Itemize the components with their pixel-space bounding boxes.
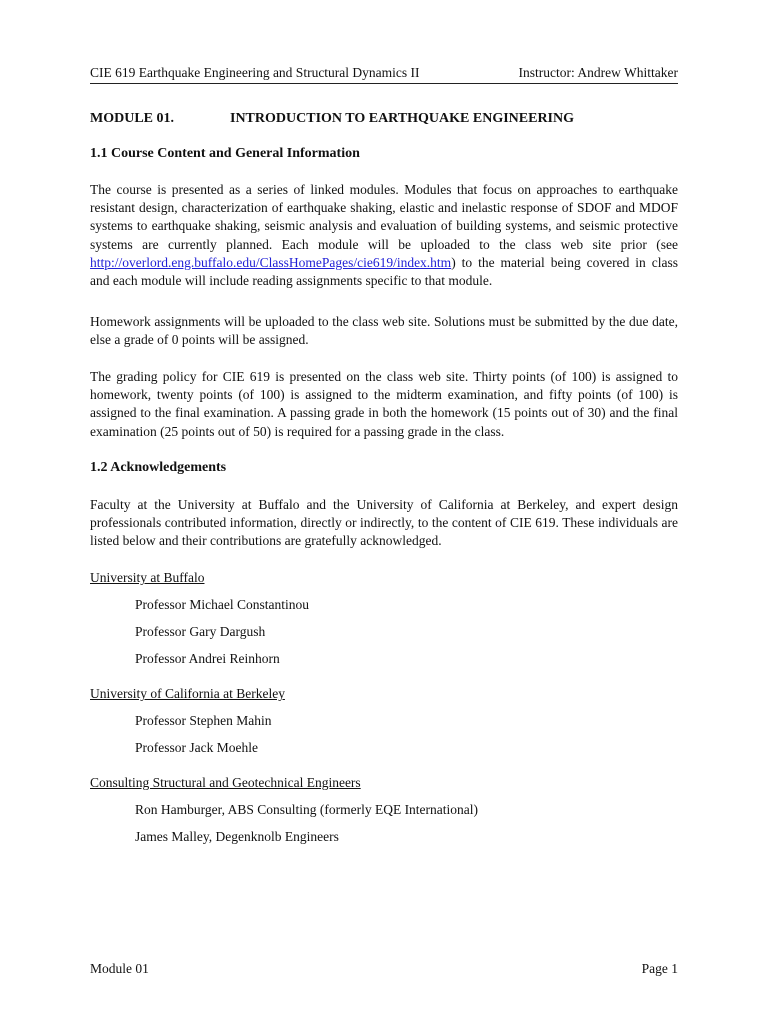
person-item: Professor Jack Moehle: [135, 740, 258, 755]
group-title-buffalo: University at Buffalo: [90, 570, 205, 585]
document-page: [90, 0, 678, 1024]
person-item: Professor Stephen Mahin: [135, 713, 272, 728]
footer-module-label: Module 01: [90, 961, 149, 976]
module-number: MODULE 01.: [90, 111, 174, 126]
header-instructor: Instructor: Andrew Whittaker: [518, 65, 678, 80]
group-title-consulting: Consulting Structural and Geotechnical Engineers: [90, 775, 361, 790]
header-course-title: CIE 619 Earthquake Engineering and Structural Dynamics II: [90, 65, 420, 80]
page-header: [90, 64, 678, 84]
paragraph-acknowledgements: Faculty at the University at Buffalo and the University of California at Berkeley, and expert design professionals contributed information, directly or indirectly, to the content of CIE 619. These individuals are listed below and their contributions are gratefully acknowledged.: [90, 497, 678, 549]
paragraph-grading: The grading policy for CIE 619 is presented on the class web site. Thirty points (of 100) is assigned to homework, twenty points (of 100) is assigned to the midterm examination, and fifty points (of 100) is assigned to the final examination. A passing grade in both the homework (15 points out of 30) and the final examination (25 points out of 50) is required for a passing grade in the class.: [90, 369, 678, 439]
section-heading-1-2: 1.2 Acknowledgements: [90, 460, 227, 475]
module-title: INTRODUCTION TO EARTHQUAKE ENGINEERING: [230, 111, 574, 126]
paragraph-homework: Homework assignments will be uploaded to the class web site. Solutions must be submitted by the due date, else a grade of 0 points will be assigned.: [90, 314, 678, 348]
person-item: Ron Hamburger, ABS Consulting (formerly EQE International): [135, 802, 479, 817]
paragraph-text: ) to the material being covered in class and each module will include reading assignments specific to that module.: [90, 254, 678, 289]
paragraph-text: The course is presented as a series of linked modules. Modules that focus on approaches to earthquake resistant design, characterization of earthquake shaking, elastic and inelastic response of SDOF and MDOF systems to earthquake shaking, seismic analysis and evaluation of building systems, and seismic protective systems are currently planned. Each module will be uploaded to the class web site prior (see: [90, 182, 678, 252]
section-heading-1-1: 1.1 Course Content and General Information: [90, 146, 360, 161]
class-website-link[interactable]: http://overlord.eng.buffalo.edu/ClassHomePages/cie619/index.htm: [90, 254, 452, 270]
person-item: James Malley, Degenknolb Engineers: [135, 829, 339, 844]
group-title-berkeley: University of California at Berkeley: [90, 686, 285, 701]
person-item: Professor Gary Dargush: [135, 624, 266, 639]
person-item: Professor Michael Constantinou: [135, 597, 309, 612]
paragraph-course-content: [90, 181, 678, 290]
person-item: Professor Andrei Reinhorn: [135, 651, 280, 666]
page-number: Page 1: [641, 961, 678, 976]
